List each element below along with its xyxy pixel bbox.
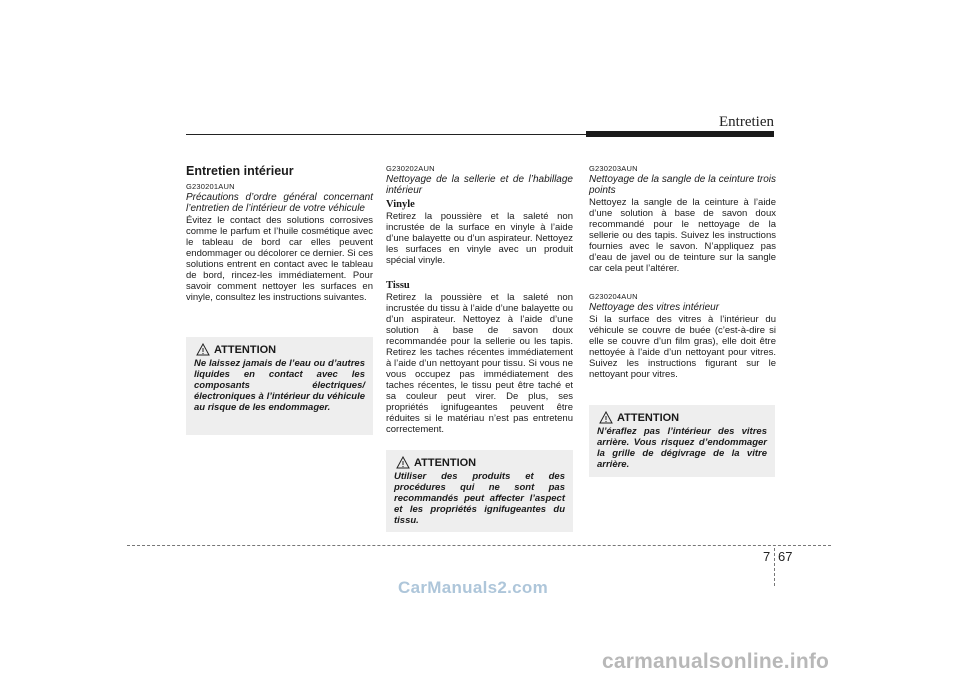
fabric-heading: Tissu	[386, 280, 410, 291]
paragraph: Retirez la poussière et la saleté non incrustée de la surface en vinyle à l’aide d’une balayette ou d’un aspirateur. Nettoyez les surfaces en vinyle avec un produit spécial vinyle.	[386, 211, 573, 266]
caution-text: N’éraflez pas l’intérieur des vitres arrière. Vous risquez d’endommager la grille de dégivrage de la vitre arrière.	[597, 426, 767, 470]
ref-code: G230202AUN	[386, 164, 435, 173]
page-number-divider	[774, 548, 775, 586]
caution-title: ATTENTION	[214, 343, 277, 356]
header-rule-thin	[186, 134, 586, 135]
subheading: Nettoyage de la sangle de la ceinture trois points	[589, 174, 776, 196]
column-3	[589, 164, 776, 380]
paragraph: Nettoyez la sangle de la ceinture à l’aide d’une solution à base de savon doux recommandé pour le nettoyage de la sellerie ou des tapis. Suivez les instructions fournies avec le savon. N’appliquez pas d’eau de javel ou de teinture sur la sangle car cela peut l’altérer.	[589, 197, 776, 274]
caution-box	[589, 405, 775, 477]
watermark-bottom: carmanualsonline.info	[602, 650, 830, 673]
ref-code: G230204AUN	[589, 292, 638, 301]
caution-header	[597, 411, 767, 424]
paragraph: Retirez la poussière et la saleté non incrustée du tissu à l’aide d’une balayette ou d’un aspirateur. Nettoyez à l’aide d’une solution à base de savon doux recommandée pour la sellerie ou les tapis. Retirez les taches récentes immédiatement à l’aide d’un nettoyant pour tissu. Si vous ne vous occupez pas immédiatement des taches récentes, le tissu peut être taché et sa couleur peut virer. De plus, ses propriétés ignifugeantes peuvent être réduites si le matériau n’est pas entretenu correctement.	[386, 292, 573, 435]
header-rule-thick	[586, 131, 774, 137]
paragraph: Si la surface des vitres à l’intérieur du véhicule se couvre de buée (c’est-à-dire si elle se couvre d’un film gras), elle doit être nettoyée à l’aide d’un nettoyant pour vitres. Suivez les instructions figurant sur le nettoyant pour vitres.	[589, 314, 776, 380]
caution-box	[386, 450, 573, 532]
paragraph: Évitez le contact des solutions corrosives comme le parfum et l’huile cosmétique avec le tableau de bord car elles peuvent endommager ou décolorer ce dernier. Si ces solutions entrent en contact avec le tableau de bord, rincez-les immédiatement. Pour savoir comment nettoyer les surfaces en vinyle, consultez les instructions suivantes.	[186, 215, 373, 303]
ref-code: G230201AUN	[186, 182, 235, 191]
warning-triangle-icon	[396, 456, 410, 469]
vinyl-heading: Vinyle	[386, 199, 415, 210]
caution-header	[394, 456, 565, 469]
caution-header	[194, 343, 365, 356]
section-title: Entretien	[719, 114, 774, 130]
caution-text: Utiliser des produits et des procédures qui ne sont pas recommandés peut affecter l’aspect et les propriétés ignifugeantes du tissu.	[394, 471, 565, 526]
watermark-top: CarManuals2.com	[398, 578, 548, 597]
caution-text: Ne laissez jamais de l’eau ou d’autres liquides en contact avec les composants électriques/électroniques à l’intérieur du véhicule au risque de les endommager.	[194, 358, 365, 413]
page-number: 67	[778, 549, 793, 564]
subheading: Nettoyage de la sellerie et de l’habillage intérieur	[386, 174, 573, 196]
footer-dashed-rule	[127, 545, 831, 546]
chapter-number: 7	[763, 549, 771, 564]
column-1	[186, 164, 373, 303]
column-2	[386, 164, 573, 435]
warning-triangle-icon	[599, 411, 613, 424]
page-heading: Entretien intérieur	[186, 164, 294, 178]
caution-box	[186, 337, 373, 435]
caution-title: ATTENTION	[414, 456, 477, 469]
warning-triangle-icon	[196, 343, 210, 356]
subheading: Précautions d’ordre général concernant l’entretien de l’intérieur de votre véhicule	[186, 192, 373, 214]
caution-title: ATTENTION	[617, 411, 680, 424]
ref-code: G230203AUN	[589, 164, 638, 173]
subheading: Nettoyage des vitres intérieur	[589, 302, 720, 313]
